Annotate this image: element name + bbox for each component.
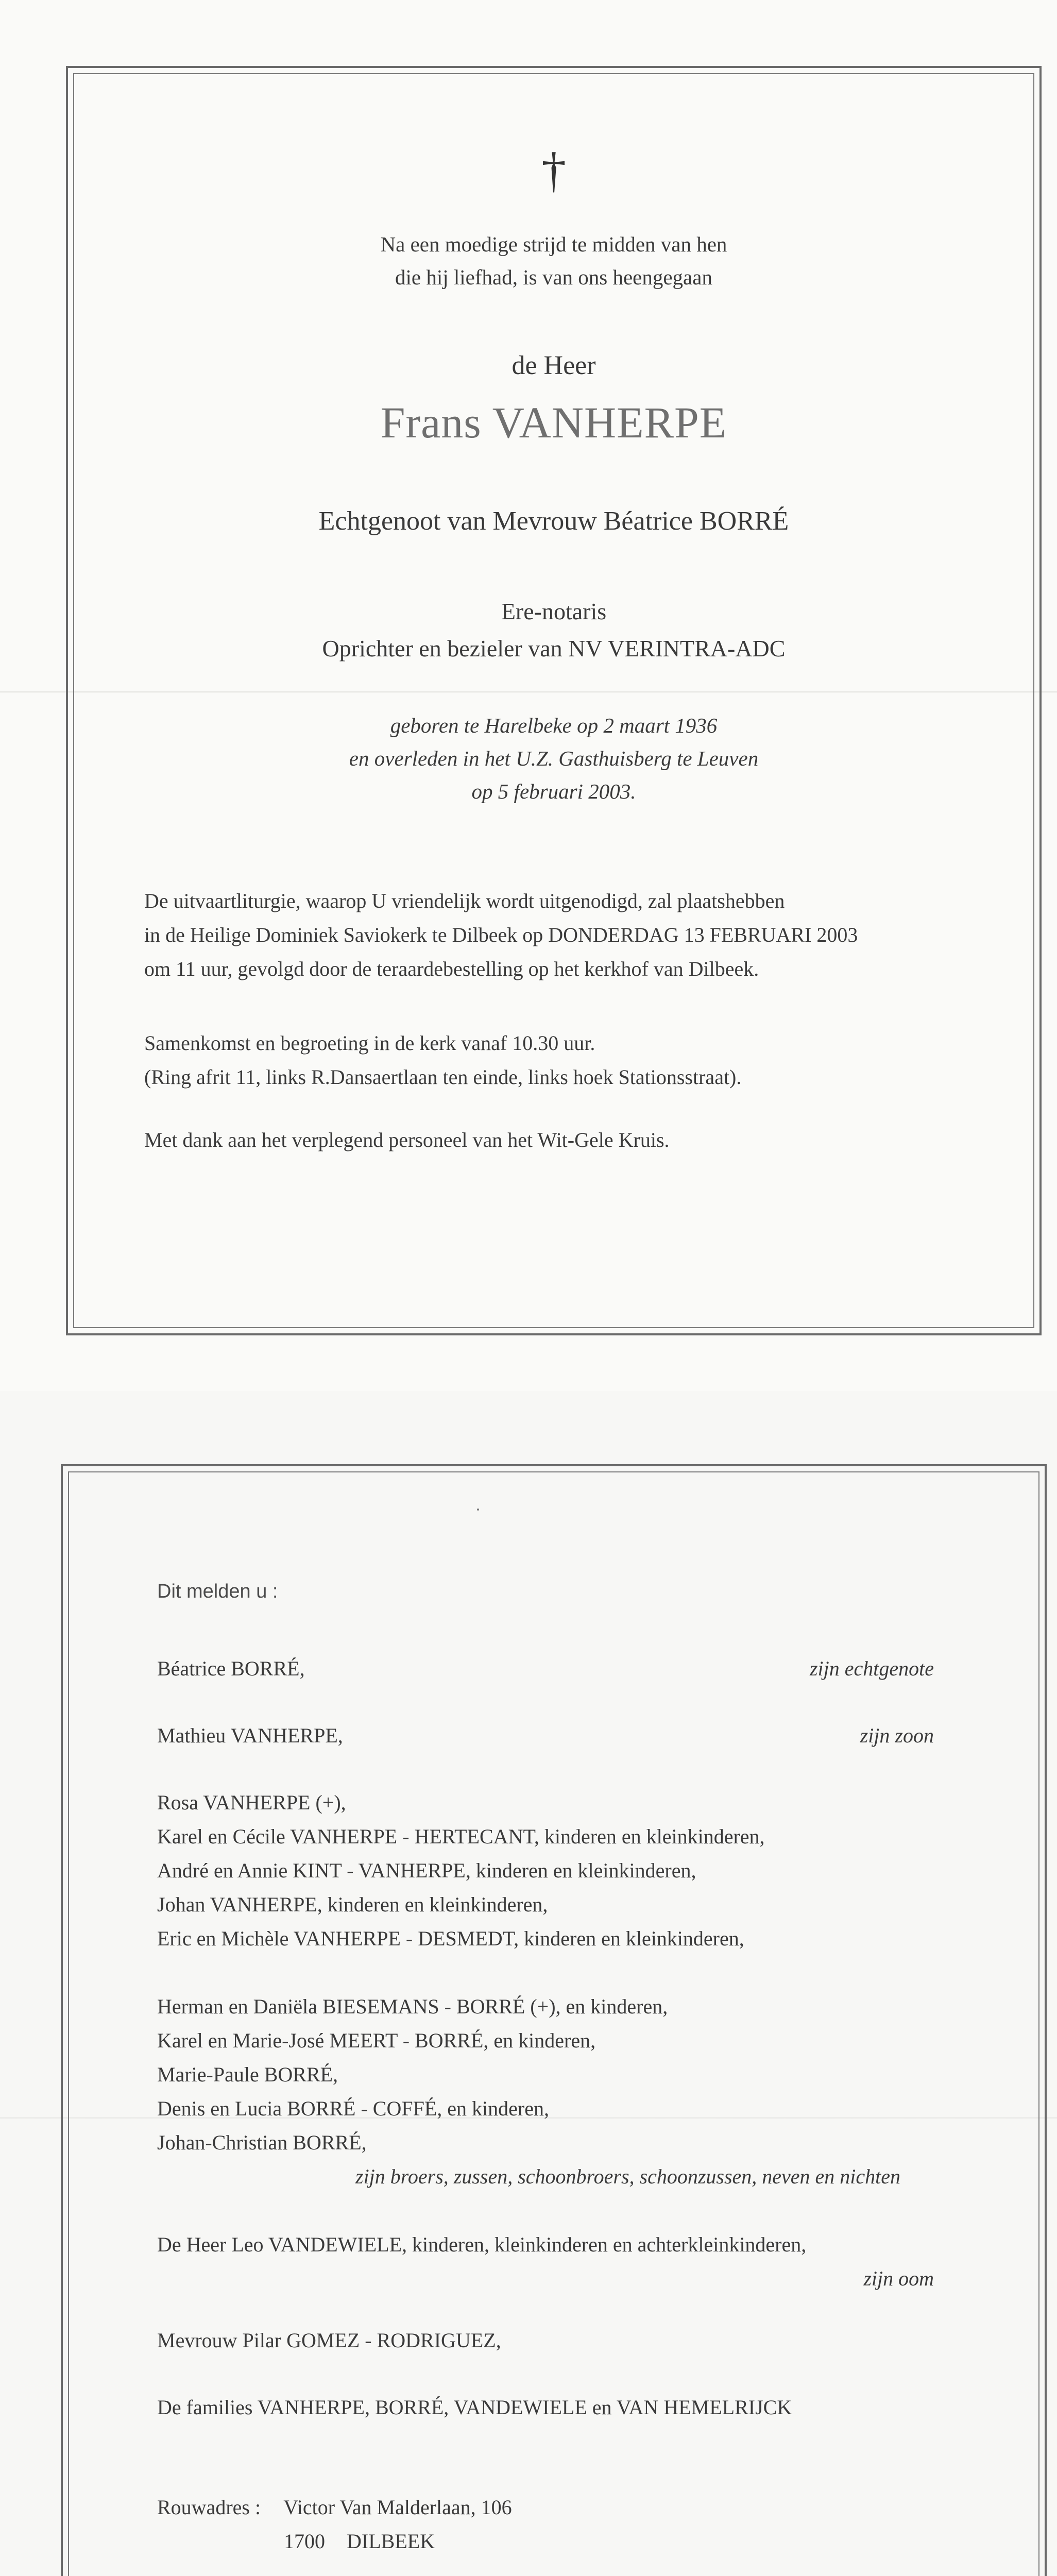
spouse-line: Echtgenoot van Mevrouw Béatrice BORRÉ <box>318 506 789 536</box>
address-row <box>157 2490 934 2524</box>
relation-label: zijn broers, zussen, schoonbroers, schoonzussen, neven en nichten <box>355 2165 901 2188</box>
address-street: Victor Van Malderlaan, 106 <box>283 2496 512 2519</box>
address-label: Rouwadres : <box>157 2496 261 2519</box>
family-name: Johan-Christian BORRÉ, <box>157 2131 367 2154</box>
family-name: Herman en Daniëla BIESEMANS - BORRÉ (+), en kinderen, <box>157 1995 668 2018</box>
families-line: De families VANHERPE, BORRÉ, VANDEWIELE en VAN HEMELRIJCK <box>157 2396 792 2419</box>
thanks-line: Met dank aan het verplegend personeel van het Wit-Gele Kruis. <box>144 1128 670 1151</box>
founder-line: Oprichter en bezieler van NV VERINTRA-ADC <box>322 635 786 662</box>
family-name: Béatrice BORRÉ, <box>157 1657 305 1680</box>
intro-line: Na een moedige strijd te midden van hen <box>380 232 727 256</box>
relation-label: zijn oom <box>863 2267 934 2290</box>
life-dates <box>73 709 1034 808</box>
siblings-group <box>157 1786 934 1956</box>
intro-text <box>73 228 1034 294</box>
inlaws-group <box>157 1990 934 2194</box>
date-line: op 5 februari 2003. <box>471 779 636 803</box>
family-name: Mevrouw Pilar GOMEZ - RODRIGUEZ, <box>157 2329 501 2352</box>
intro-line: die hij liefhad, is van ons heengegaan <box>395 265 712 289</box>
deceased-name: Frans VANHERPE <box>380 398 727 447</box>
family-name: Karel en Marie-José MEERT - BORRÉ, en kinderen, <box>157 2029 596 2052</box>
family-name: De Heer Leo VANDEWIELE, kinderen, kleinkinderen en achterkleinkinderen, <box>157 2233 807 2256</box>
relation-label: zijn zoon <box>860 1724 934 1747</box>
relation-label: zijn echtgenote <box>809 1657 934 1680</box>
family-name: Karel en Cécile VANHERPE - HERTECANT, kinderen en kleinkinderen, <box>157 1825 765 1848</box>
family-name: Denis en Lucia BORRÉ - COFFÉ, en kinderen, <box>157 2097 549 2120</box>
family-list <box>157 1652 934 2558</box>
date-line: en overleden in het U.Z. Gasthuisberg te Leuven <box>349 747 759 770</box>
family-name: Eric en Michèle VANHERPE - DESMEDT, kinderen en kleinkinderen, <box>157 1927 744 1950</box>
meeting-info <box>144 1026 1010 1094</box>
family-name: Johan VANHERPE, kinderen en kleinkinderen, <box>157 1893 548 1916</box>
cross-icon: † <box>541 142 566 197</box>
family-row <box>157 2262 934 2296</box>
uncle-group <box>157 2228 934 2296</box>
address-row <box>157 2524 934 2558</box>
funeral-line: De uitvaartliturgie, waarop U vriendelijk wordt uitgenodigd, zal plaatshebben <box>144 889 785 912</box>
funeral-line: in de Heilige Dominiek Saviokerk te Dilbeek op DONDERDAG 13 FEBRUARI 2003 <box>144 923 858 946</box>
profession: Ere-notaris <box>501 598 607 624</box>
address-postcode: 1700 <box>284 2530 325 2553</box>
paper-speck <box>477 1509 479 1511</box>
family-row <box>157 2160 934 2194</box>
meeting-line: (Ring afrit 11, links R.Dansaertlaan ten einde, links hoek Stationsstraat). <box>144 1065 742 1089</box>
date-line: geboren te Harelbeke op 2 maart 1936 <box>390 714 718 737</box>
honorific: de Heer <box>512 351 596 380</box>
family-row <box>157 1652 934 1686</box>
family-name: Marie-Paule BORRÉ, <box>157 2063 338 2086</box>
family-name: Rosa VANHERPE (+), <box>157 1791 346 1814</box>
funeral-info <box>144 884 1010 986</box>
announce-heading: Dit melden u : <box>157 1581 278 1602</box>
meeting-line: Samenkomst en begroeting in de kerk vanaf 10.30 uur. <box>144 1031 595 1055</box>
family-row <box>157 1719 934 1753</box>
family-name: Mathieu VANHERPE, <box>157 1724 343 1747</box>
address-city: DILBEEK <box>347 2530 435 2553</box>
family-name: André en Annie KINT - VANHERPE, kinderen en kleinkinderen, <box>157 1859 696 1882</box>
funeral-line: om 11 uur, gevolgd door de teraardebestelling op het kerkhof van Dilbeek. <box>144 957 759 980</box>
